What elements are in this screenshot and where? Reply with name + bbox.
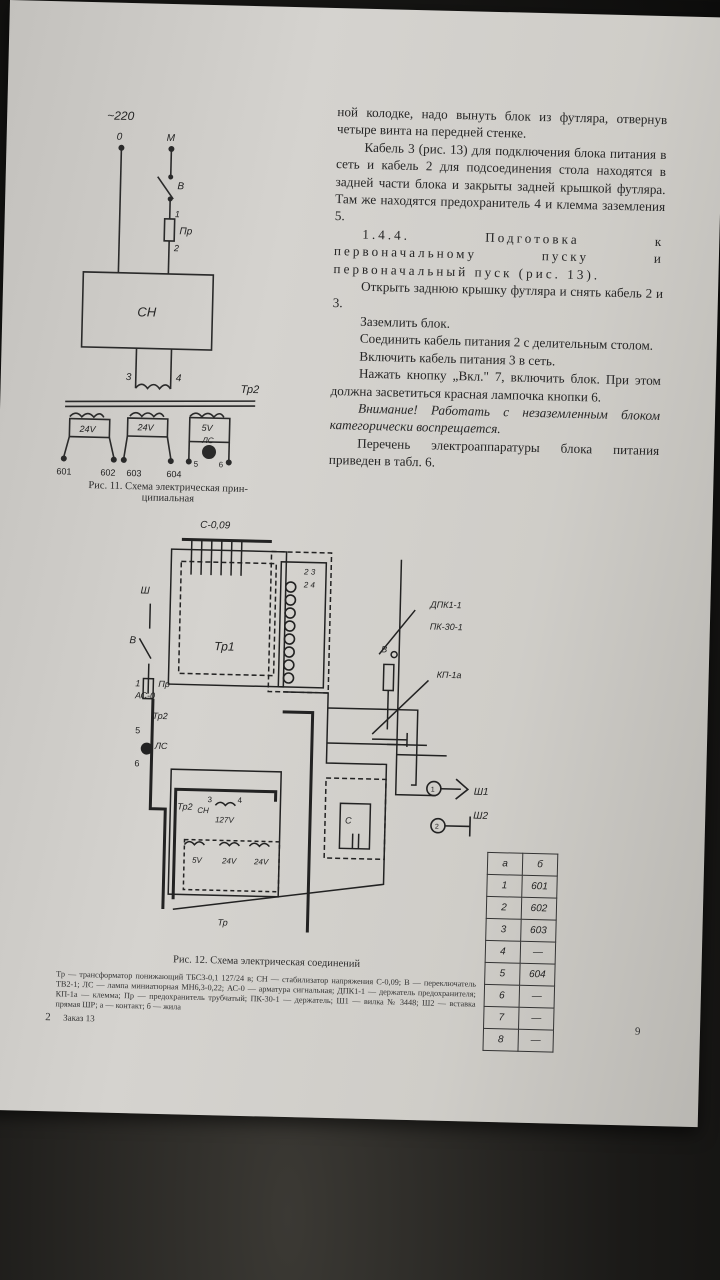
footer-page-number-left: 2 [45,1011,51,1024]
figure-11-caption [58,479,278,506]
table-row [486,896,557,920]
label: В [129,635,137,647]
label: 601 [56,466,72,477]
paragraph: Перечень электроаппаратуры блока питания приведен в табл. 6. [328,435,660,470]
label: Тр2 [177,801,193,812]
label: СН [197,805,209,816]
label: Тр2 [152,710,168,722]
table-row [485,962,556,986]
label: 603 [126,467,142,479]
label: ЛС [154,740,168,752]
label: 5V [191,855,202,865]
paragraph: Включить кабель питания 3 в сеть. [359,348,556,369]
contact-table [482,852,558,1053]
paragraph: Заземлить блок. [360,313,451,331]
label: 1 [135,678,141,689]
label: Пр [179,226,193,238]
label: 6 [218,460,224,470]
table-cell: 5 [485,962,521,985]
table-cell: 604 [520,963,556,986]
paragraph: Открыть заднюю крышку футляра и снять кабель 2 и 3. [332,278,664,311]
label: АС-0 [134,690,156,701]
label: 24V [137,422,154,433]
lamp-icon [202,445,216,459]
label: Тр2 [240,383,260,397]
label: Тр [217,917,228,928]
table-row [485,940,556,964]
paragraph: Кабель 3 (рис. 13) для подключения блока питания в сеть и кабель 2 для подсоединения стола находятся в задней части блока и закрыты задней крышкой футляра. Там же находятся предохранитель 4 и клемма заземления 5. [334,139,667,224]
table-cell: 1 [487,874,523,897]
table-cell: — [518,1029,554,1052]
label: ДПК1-1 [430,599,462,611]
table-cell: 602 [521,897,557,920]
label: Ш [140,585,150,597]
label: 604 [166,468,182,480]
footer-order-text: Заказ 13 [63,1012,95,1024]
label: 602 [100,467,116,478]
label: 0 [116,131,123,143]
label: С [344,815,352,826]
paragraph: Внимание! Работать с незаземленным блоком категорически воспрещается. [329,400,661,437]
label: 4 [237,795,243,805]
table-row [483,1028,554,1052]
table-cell: 603 [521,919,557,942]
table-row [484,984,555,1008]
label: В [381,644,388,655]
table-row [486,918,557,942]
table-cell: 6 [484,984,520,1007]
caption-line: ципиальная [141,492,195,505]
label: Тр1 [214,639,235,654]
label: С-0,09 [200,519,231,532]
label: ПК-30-1 [429,621,463,633]
table-header: б [522,853,558,876]
table-header-row [487,852,558,876]
table-header: а [487,852,523,875]
label: ~220 [107,108,135,124]
table-cell: 2 [486,896,522,919]
label: СН [137,304,157,320]
table-cell: 4 [485,940,521,963]
label: 2 3 [304,567,316,577]
figure-12-legend: Тр — трансформатор понижающий ТБС3-0,1 127/24 в; СН — стабилизатор напряжения С-0,09; В — переключатель ТВ2-1; ЛС — лампа миниатюрная МН6,3-0,22; АС-0 — арматура сигнальная; ДПК1-1 — держатель предохранителя; КП-1а — клемма; Пр — предохранитель трубчатый; ПК-30-1 — держатель; Ш1 — вилка № 3448; Ш2 — вставка прямая ШР; а — контакт; б — жила [55,969,477,1012]
label: М [166,132,176,145]
table-row [484,1006,555,1030]
label: 24V [221,856,237,866]
label: 2 [173,243,180,254]
paragraph: 1.4.4. Подготовка к первоначальному пуску и первоначальный пуск (рис. 13). [333,226,665,283]
table-cell: 8 [483,1028,519,1051]
table-row [487,874,558,898]
label: 5 [135,725,141,736]
table-cell: 3 [486,918,522,941]
label: ЛС [202,435,214,446]
label: КП-1а [436,669,462,681]
label: 1 [174,209,180,220]
label: 2 [434,823,439,831]
body-text [329,103,668,476]
figure-11-schematic [38,96,347,483]
table-cell: — [519,985,555,1008]
paragraph: Соединить кабель питания 2 с делительным столом. [359,330,654,354]
label: 1 [430,786,435,794]
footer-page-number-right: 9 [634,1025,641,1038]
label: 3 [125,371,132,384]
paragraph: Нажать кнопку „Вкл." 7, включить блок. При этом должна засветиться красная лампочка кнопки 6. [330,365,662,405]
paragraph: ной колодке, надо вынуть блок из футляра, отвернув четыре винта на передней стенке. [336,104,668,142]
table-cell: — [519,1007,555,1030]
label: В [177,181,185,193]
label: 4 [175,373,182,385]
label: 24V [253,857,269,867]
label: Пр [158,678,170,690]
table-cell: — [520,941,556,964]
label: 127V [214,815,234,825]
label: 24V [79,423,96,435]
figure-12-caption: Рис. 12. Схема электрическая соединений [172,954,361,970]
label: 2 4 [303,580,316,590]
table-cell: 7 [484,1006,520,1029]
label: Ш1 [473,786,489,798]
label: 5V [201,422,213,434]
caption-line: Рис. 11. Схема электрическая прин- [88,480,249,495]
label: 6 [134,758,140,769]
label: 3 [207,795,213,805]
table-cell: 601 [522,875,558,898]
label: 5 [193,459,199,469]
label: Ш2 [473,810,489,822]
